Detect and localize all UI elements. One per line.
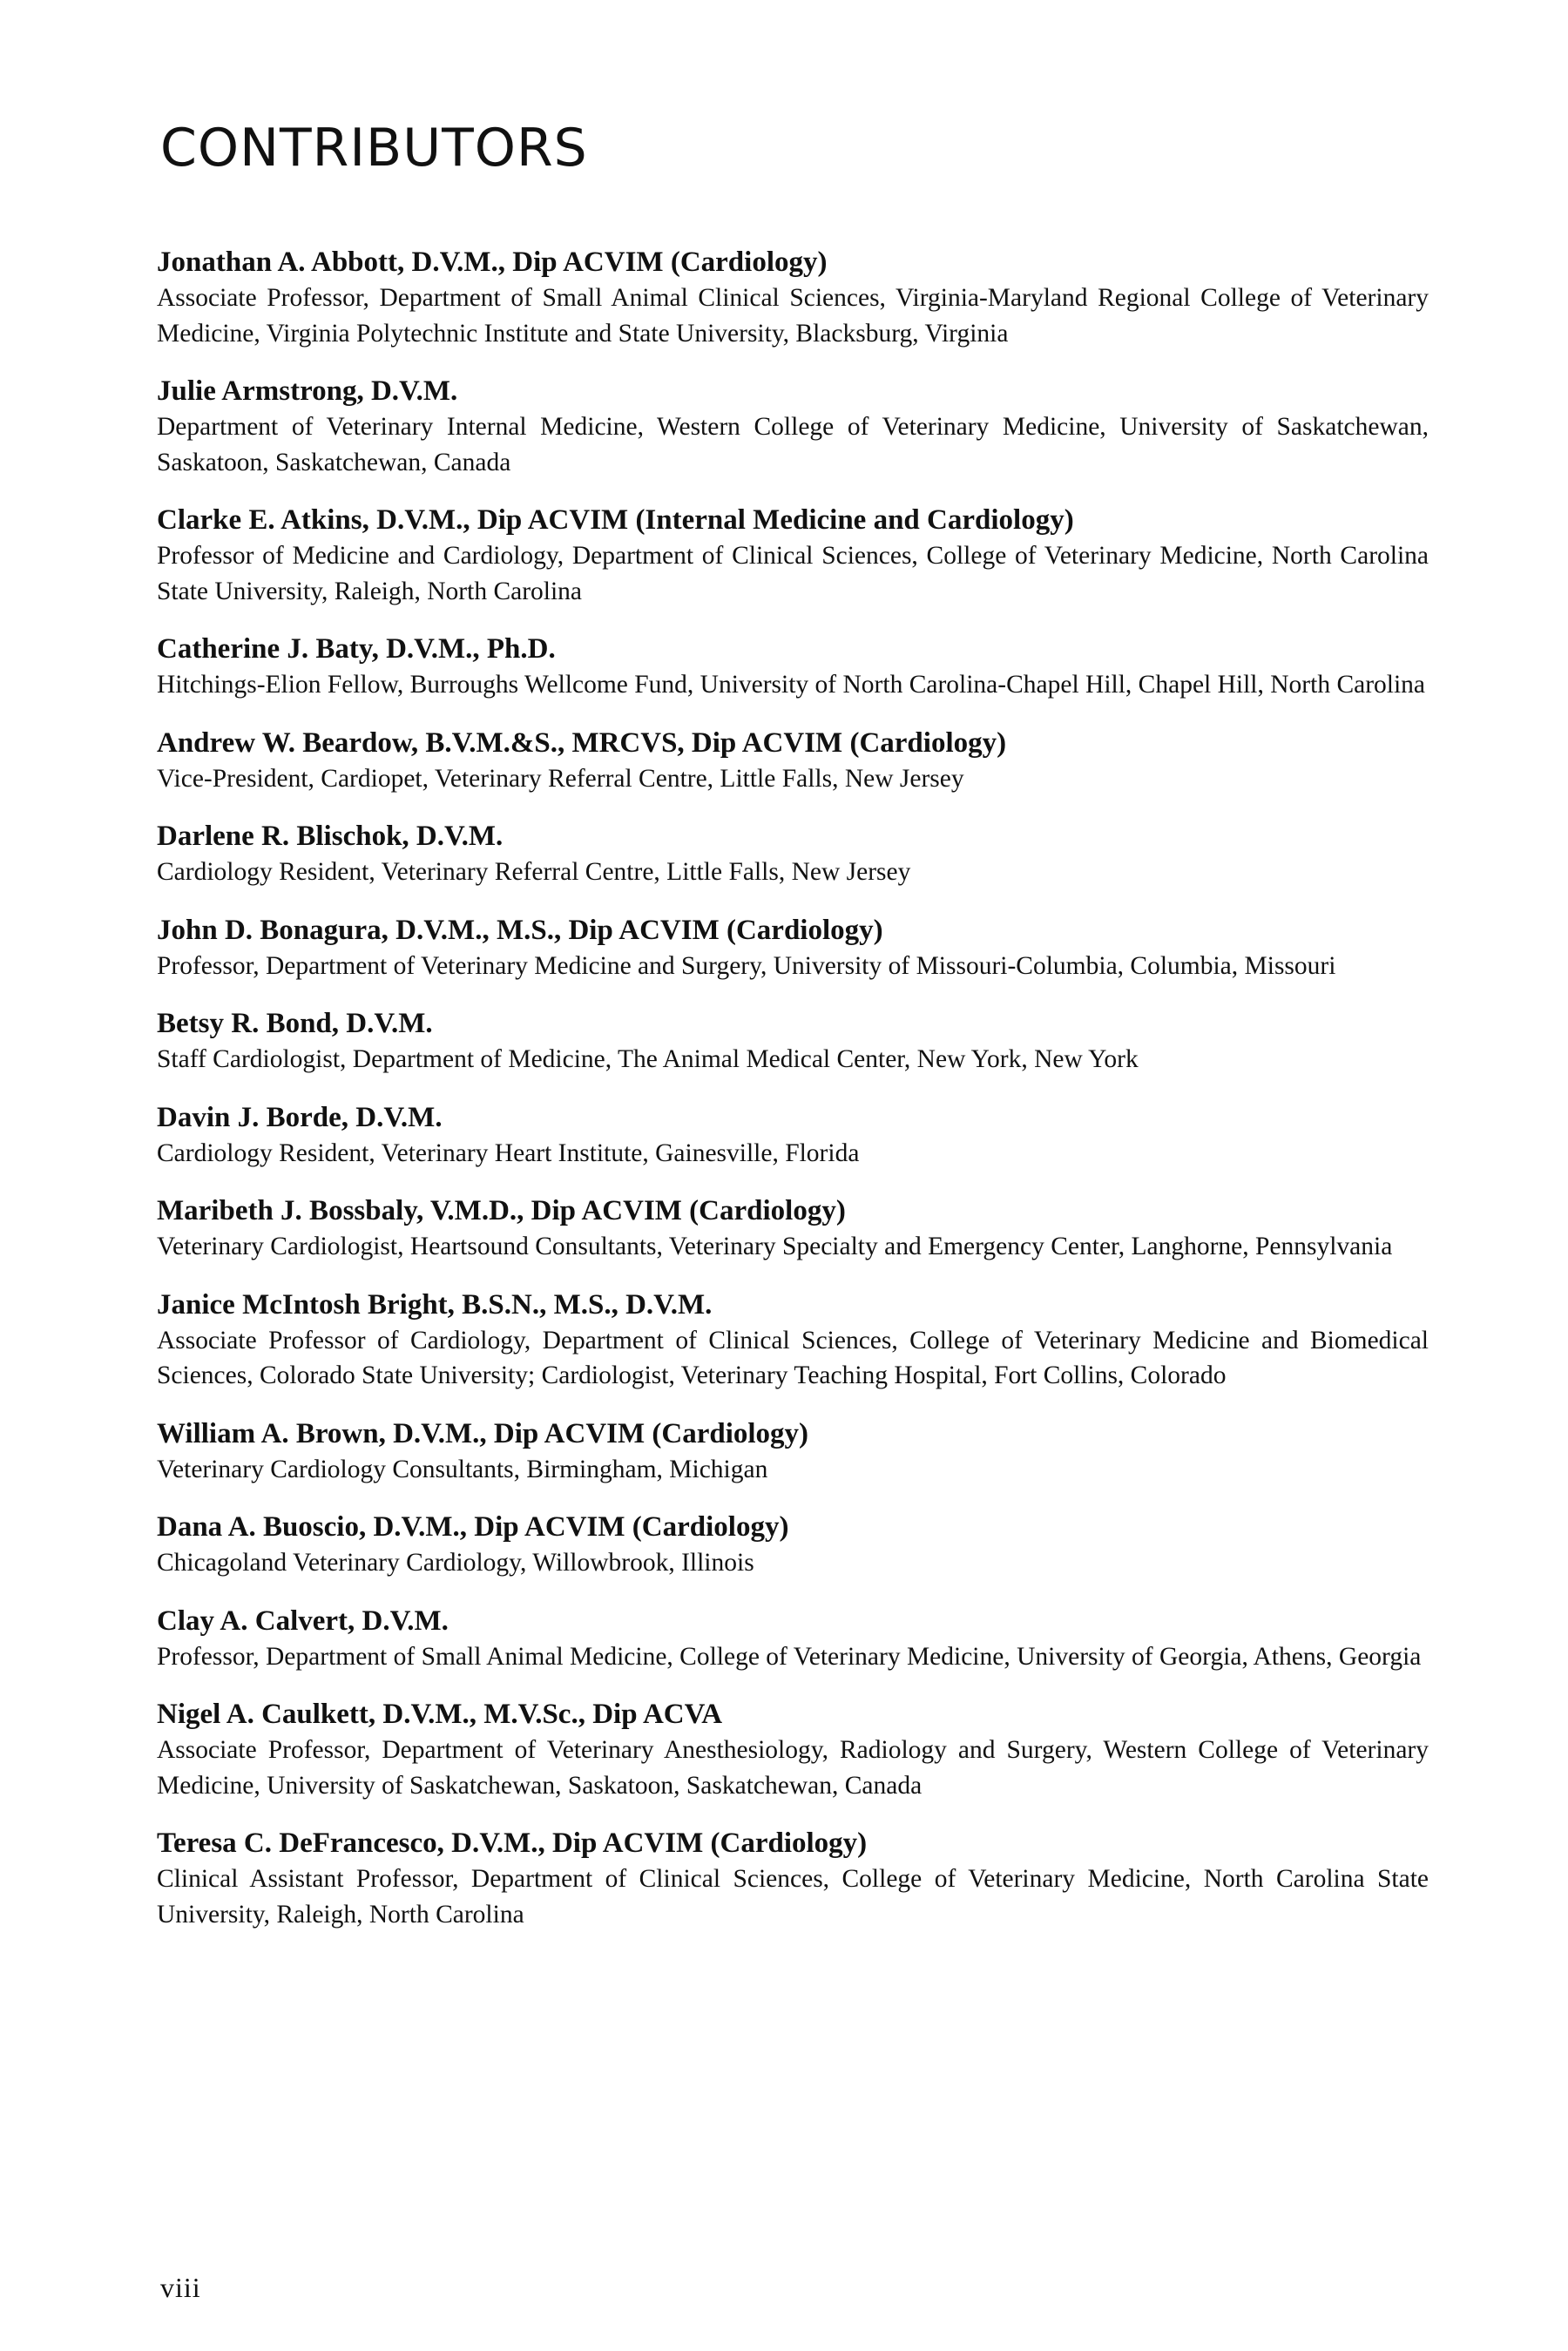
contributor-name: Davin J. Borde, D.V.M. [157,1101,443,1133]
contributor-affiliation: Associate Professor of Cardiology, Department of Clinical Sciences, College of Veterinary Medicine and Biomedical Sciences, Colorado State University; Cardiologist, Veterinary Teaching Hospital, Fort Collins, Colorado [157,1326,1429,1389]
contributor-affiliation: Professor, Department of Small Animal Medicine, College of Veterinary Medicine, University of Georgia, Athens, Georgia [157,1642,1422,1671]
contributor-name: Maribeth J. Bossbaly, V.M.D., Dip ACVIM (Cardiology) [157,1195,846,1226]
contributor-entry [157,1192,1429,1265]
contributor-name: Clarke E. Atkins, D.V.M., Dip ACVIM (Internal Medicine and Cardiology) [157,504,1074,536]
contributor-entry [157,1825,1429,1932]
contributor-affiliation: Professor, Department of Veterinary Medicine and Surgery, University of Missouri-Columbia, Columbia, Missouri [157,951,1336,980]
contributor-affiliation: Vice-President, Cardiopet, Veterinary Referral Centre, Little Falls, New Jersey [157,764,964,793]
contributor-name: Clay A. Calvert, D.V.M. [157,1604,449,1637]
contributor-affiliation: Veterinary Cardiologist, Heartsound Consultants, Veterinary Specialty and Emergency Center, Langhorne, Pennsylvania [157,1233,1393,1260]
contributor-entry [157,725,1429,797]
contributor-entry [157,1603,1429,1675]
contributor-affiliation: Hitchings-Elion Fellow, Burroughs Wellcome Fund, University of North Carolina-Chapel Hill, Chapel Hill, North Carolina [157,671,1426,699]
contributor-name: Andrew W. Beardow, B.V.M.&S., MRCVS, Dip ACVIM (Cardiology) [157,726,1007,759]
contributor-affiliation: Chicagoland Veterinary Cardiology, Willowbrook, Illinois [157,1549,754,1577]
contributor-entry [157,244,1429,351]
contributor-affiliation: Clinical Assistant Professor, Department of Clinical Sciences, College of Veterinary Medicine, North Carolina State University, Raleigh, North Carolina [157,1865,1429,1929]
contributor-entry [157,1509,1429,1581]
contributor-affiliation: Cardiology Resident, Veterinary Referral Centre, Little Falls, New Jersey [157,858,911,886]
contributor-entry [157,502,1429,609]
contributor-name: Julie Armstrong, D.V.M. [157,375,458,407]
contributor-name: Jonathan A. Abbott, D.V.M., Dip ACVIM (Cardiology) [157,247,828,278]
contributor-name: Darlene R. Blischok, D.V.M. [157,821,504,852]
contributor-affiliation: Staff Cardiologist, Department of Medicine, The Animal Medical Center, New York, New York [157,1045,1139,1073]
contributor-affiliation: Department of Veterinary Internal Medicine, Western College of Veterinary Medicine, University of Saskatchewan, Saskatoon, Saskatchewan, Canada [157,413,1429,476]
document-page [157,0,1429,2351]
page-number: viii [160,2272,201,2303]
contributor-name: William A. Brown, D.V.M., Dip ACVIM (Cardiology) [157,1417,809,1449]
contributor-entry [157,631,1429,703]
contributor-entry [157,1287,1429,1394]
contributor-entry [157,1696,1429,1803]
contributor-name: Nigel A. Caulkett, D.V.M., M.V.Sc., Dip ACVA [157,1699,723,1730]
contributor-entry [157,1005,1429,1078]
contributor-entry [157,1415,1429,1488]
contributor-entry [157,818,1429,890]
contributor-name: Dana A. Buoscio, D.V.M., Dip ACVIM (Cardiology) [157,1511,789,1543]
contributor-name: Catherine J. Baty, D.V.M., Ph.D. [157,633,556,665]
contributor-name: Janice McIntosh Bright, B.S.N., M.S., D.V.M. [157,1288,713,1321]
contributor-list [157,244,1429,1954]
page-title: CONTRIBUTORS [160,118,588,179]
contributor-affiliation: Professor of Medicine and Cardiology, Department of Clinical Sciences, College of Veterinary Medicine, North Carolina State University, Raleigh, North Carolina [157,542,1429,605]
contributor-name: John D. Bonagura, D.V.M., M.S., Dip ACVIM (Cardiology) [157,914,883,946]
contributor-name: Betsy R. Bond, D.V.M. [157,1008,433,1039]
contributor-affiliation: Veterinary Cardiology Consultants, Birmingham, Michigan [157,1455,768,1483]
contributor-entry [157,912,1429,984]
contributor-affiliation: Associate Professor, Department of Small Animal Clinical Sciences, Virginia-Maryland Regional College of Veterinary Medicine, Virginia Polytechnic Institute and State University, Blacksburg, Virginia [157,284,1429,348]
contributor-affiliation: Cardiology Resident, Veterinary Heart Institute, Gainesville, Florida [157,1138,860,1167]
contributor-name: Teresa C. DeFrancesco, D.V.M., Dip ACVIM (Cardiology) [157,1827,868,1859]
contributor-affiliation: Associate Professor, Department of Veterinary Anesthesiology, Radiology and Surgery, Western College of Veterinary Medicine, University of Saskatchewan, Saskatoon, Saskatchewan, Canada [157,1736,1429,1800]
contributor-entry [157,1099,1429,1172]
contributor-entry [157,373,1429,480]
